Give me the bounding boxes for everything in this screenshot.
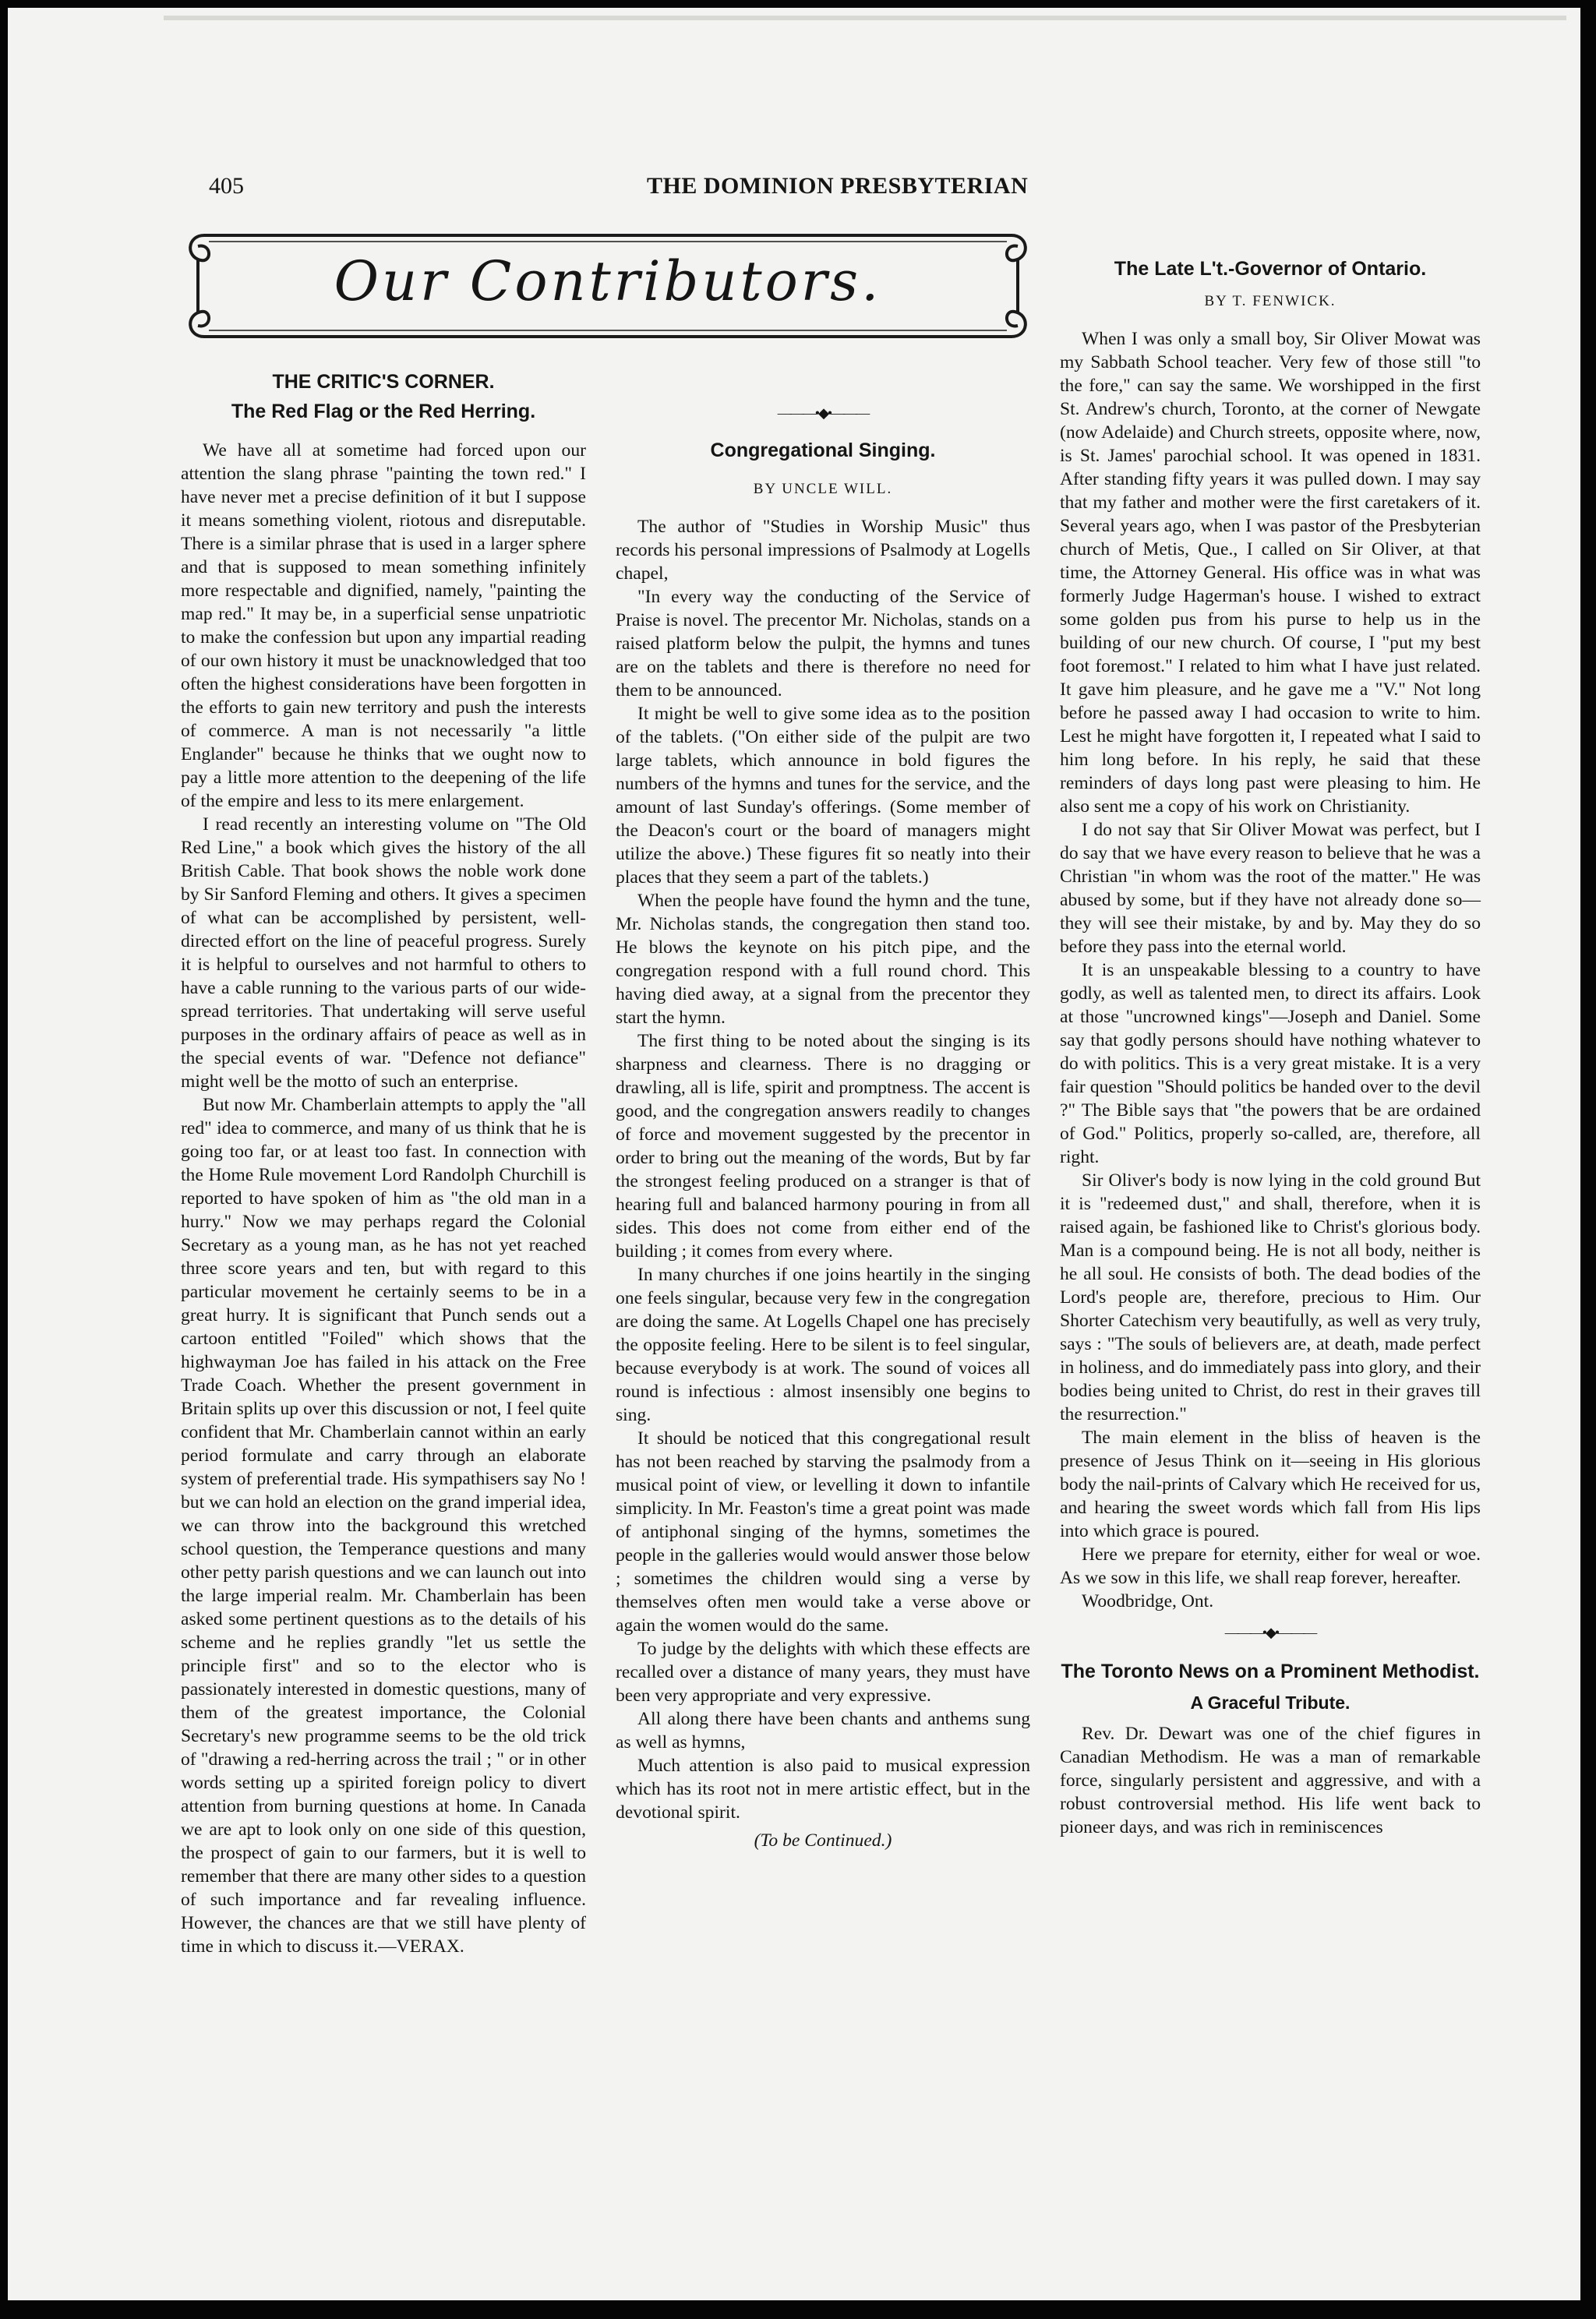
governor-heading: The Late L't.-Governor of Ontario. (1114, 258, 1427, 280)
article-paragraph: It is an unspeakable blessing to a country to have godly, as well as talented men, to direct its affairs. Look at those "uncrowned kings"—Joseph and Daniel. Some say that godly persons should have nothing whatever to do with politics. This is a very great mistake. It is a very fair question "Should politics be handed over to the devil ?" The Bible says that "the powers that be are ordained of God." Politics, properly so-called, are, therefore, all right. (1060, 960, 1481, 1167)
running-title: THE DOMINION PRESBYTERIAN (647, 173, 1029, 199)
article-paragraph: To judge by the delights with which these effects are recalled over a distance of many years, they must have been very appropriate and very expressive. (616, 1639, 1030, 1706)
article-paragraph: Much attention is also paid to musical expression which has its root not in mere artistic effect, but in the devotional spirit. (616, 1756, 1030, 1823)
article-paragraph: The author of "Studies in Worship Music" thus records his personal impressions of Psalmody at Logells chapel, (616, 517, 1030, 584)
article-paragraph: When I was only a small boy, Sir Oliver Mowat was my Sabbath School teacher. Very few of those still "to the fore," can say the same. We worshipped in the first St. Andrew's church, Toronto, at the corner of Newgate (now Adelaide) and Church streets, opposite where, now, is St. James' parochial school. It was opened in 1831. After standing fifty years it was pulled down. I may say that my father and mother were the first caretakers of it. Several years ago, when I was pastor of the Presbyterian church of Metis, Que., I called on Sir Oliver, at that time, the Attorney General. His office was in what was formerly Judge Hagerman's house. I wished to extract some golden pus from his purse to help us in the building of our new church. Of course, I "put my best foot foremost." I related to him what I have just related. It gave him pleasure, and he gave me a "V." Not long before he passed away I had occasion to write to him. Lest he might have forgotten it, I repeated what I said to him long before. In his reply, he said that these reminders of days long past were pleasing to him. He also sent me a copy of his work on Christianity. (1060, 329, 1481, 817)
column-3 (1060, 257, 1481, 1839)
article-paragraph: Here we prepare for eternity, either for weal or woe. As we sow in this life, we shall reap forever, hereafter. (1060, 1544, 1481, 1588)
article-paragraph: Rev. Dr. Dewart was one of the chief figures in Canadian Methodism. He was a man of remarkable force, singularly persistent and aggressive, and with a robust controversial method. His life went back to pioneer days, and was rich in reminiscences (1060, 1724, 1481, 1837)
critics-corner-heading: THE CRITIC'S CORNER. (272, 371, 495, 393)
article-paragraph: The main element in the bliss of heaven is the presence of Jesus Think on it—seeing in His glorious body the nail-prints of Calvary which He received for us, and hearing the sweet words which fall from His lips into which grace is poured. (1060, 1428, 1481, 1541)
article-paragraph: The first thing to be noted about the singing is its sharpness and clearness. There is no dragging or drawling, all is life, spirit and promptness. The accent is good, and the congregation answers readily to changes of force and movement suggested by the precentor in order to bring out the meaning of the words, But by far the strongest feeling produced on a stranger is that of hearing full and balanced harmony pouring in from all sides. This does not come from either end of the building ; it comes from every where. (616, 1031, 1030, 1262)
article-paragraph: Sir Oliver's body is now lying in the cold ground But it is "redeemed dust," and shall, therefore, when it is raised again, be fashioned like to Christ's glorious body. Man is a compound being. He is not all body, neither is he all soul. He consists of both. The dead bodies of the Lord's people are, therefore, precious to Him. Our Shorter Catechism very beautifully, as well as very truly, says : "The souls of believers are, at death, made perfect in holiness, and do immediately pass into glory, and their bodies being united to Christ, do rest in their graves till the resurrection." (1060, 1170, 1481, 1424)
article-paragraph: It should be noticed that this congregational result has not been reached by starving the psalmody from a musical point of view, or levelling it down to infantile simplicity. In Mr. Feaston's time a great point was made of antiphonal singing of the hymns, sometimes the people in the galleries would would answer those below ; sometimes the children would sing a verse by themselves often men would take a verse above or again the women would do the same. (616, 1428, 1030, 1636)
article-paragraph: In many churches if one joins heartily in the singing one feels singular, because very few in the congregation are doing the same. At Logells Chapel one has precisely the opposite feeling. Here to be silent is to feel singular, because everybody is at work. The sound of voices all round is infectious : almost insensibly one begins to sing. (616, 1265, 1030, 1425)
governor-byline: BY T. FENWICK. (1204, 293, 1336, 309)
singing-heading: Congregational Singing. (710, 439, 936, 461)
section-banner (181, 220, 1035, 352)
banner-title: Our Contributors. (334, 249, 882, 313)
newspaper-page (8, 8, 1580, 2300)
ornamental-rule: ———•◆•——— (777, 405, 869, 421)
to-be-continued: (To be Continued.) (754, 1830, 892, 1851)
article-paragraph: "In every way the conducting of the Service of Praise is novel. The precentor Mr. Nicholas, stands on a raised platform below the pulpit, the hymns and tunes are on the tablets and there is therefore no need for them to be announced. (616, 587, 1030, 701)
article-paragraph: I read recently an interesting volume on "The Old Red Line," a book which gives the history of the all British Cable. That book shows the noble work done by Sir Sanford Fleming and others. It gives a specimen of what can be accomplished by persistent, well-directed effort on the line of peaceful progress. Surely it is helpful to ourselves and not harmful to others to have a cable running to the various parts of our wide-spread territories. That undertaking will serve useful purposes in the ordinary affairs of peace as well as in the special events of war. "Defence not defiance" might well be the motto of such an enterprise. (181, 814, 586, 1092)
toronto-news-heading: The Toronto News on a Prominent Methodist. (1061, 1661, 1480, 1682)
singing-byline: BY UNCLE WILL. (753, 481, 893, 497)
column-1 (181, 370, 586, 1958)
article-paragraph: When the people have found the hymn and the tune, Mr. Nicholas stands, the congregation then stand too. He blows the keynote on his pitch pipe, and the congregation respond with a full round chord. This having died away, at a signal from the precentor they start the hymn. (616, 891, 1030, 1028)
article-paragraph: But now Mr. Chamberlain attempts to apply the "all red" idea to commerce, and many of us think that he is going too far, or at least too fast. In connection with the Home Rule movement Lord Randolph Churchill is reported to have spoken of him as "the old man in a hurry." Now we may perhaps regard the Colonial Secretary as a young man, as he has not yet reached three score years and ten, but with regard to this particular movement he certainly seems to be in a great hurry. It is significant that Punch sends out a cartoon entitled "Foiled" which shows that the highwayman Joe has failed in his attack on the Free Trade Coach. Whether the present government in Britain splits up over this discussion or not, I feel quite confident that Mr. Chamberlain cannot within an early period formulate and carry through an elaborate system of preferential trade. His sympathisers say No ! but we can hold an election on the grand imperial idea, we can throw into the background this wretched school question, the Temperance questions and many other petty parish questions and we can launch out into the large imperial realm. Mr. Chamberlain has been asked some pertinent questions as to the details of his scheme and he replies grandly "let us settle the principle first" and so to the elector who is passionately interested in domestic questions, many of them of the greatest importance, the Colonial Secretary's new programme seems to be the old trick of "drawing a red-herring across the trail ; " or in other words setting up a spirited foreign policy to divert attention from burning questions at home. In Canada we are apt to look only on one side of this question, the prospect of gain to our farmers, but it is well to remember that there are many other sides to a question of such importance and far revealing influence. However, the chances are that we still have plenty of time in which to discuss it.—VERAX. (181, 1095, 586, 1957)
toronto-news-subheading: A Graceful Tribute. (1190, 1692, 1351, 1713)
column-2 (616, 394, 1030, 1852)
article-paragraph: We have all at sometime had forced upon our attention the slang phrase "painting the town red." I have never met a precise definition of it but I suppose it means something violent, riotous and disreputable. There is a similar phrase that is used in a larger sphere and that is supposed to mean something infinitely more respectable and dignified, namely, "painting the map red." It may be, in a superficial sense unpatriotic to make the confession but upon any impartial reading of our own history it must be unacknowledged that too often the highest considerations have been forgotten in the efforts to gain new territory and push the interests of commerce. A man is not necessarily "a little Englander" because he thinks that we ought now to pay a little more attention to the deepening of the life of the empire and less to its mere enlargement. (181, 440, 586, 811)
article-paragraph: All along there have been chants and anthems sung as well as hymns, (616, 1709, 1030, 1752)
ornamental-rule: ———•◆•——— (1224, 1625, 1316, 1640)
page-edge (164, 16, 1566, 20)
dateline: Woodbridge, Ont. (1082, 1591, 1214, 1611)
article-paragraph: I do not say that Sir Oliver Mowat was perfect, but I do say that we have every reason to believe that he was a Christian "in whom was the root of the matter." He was abused by some, but if they have not already done so—they will see their mistake, by and by. May they do so before they pass into the eternal world. (1060, 820, 1481, 957)
page-number: 405 (209, 173, 244, 199)
article-paragraph: It might be well to give some idea as to the position of the tablets. ("On either side of the pulpit are two large tablets, which announce in bold figures the numbers of the hymns and tunes for the service, and the amount of last Sunday's offerings. (Some member of the Deacon's court or the board of managers might utilize the above.) These figures fit so neatly into their places that they seem a part of the tablets.) (616, 704, 1030, 888)
critics-corner-subheading: The Red Flag or the Red Herring. (231, 401, 536, 422)
